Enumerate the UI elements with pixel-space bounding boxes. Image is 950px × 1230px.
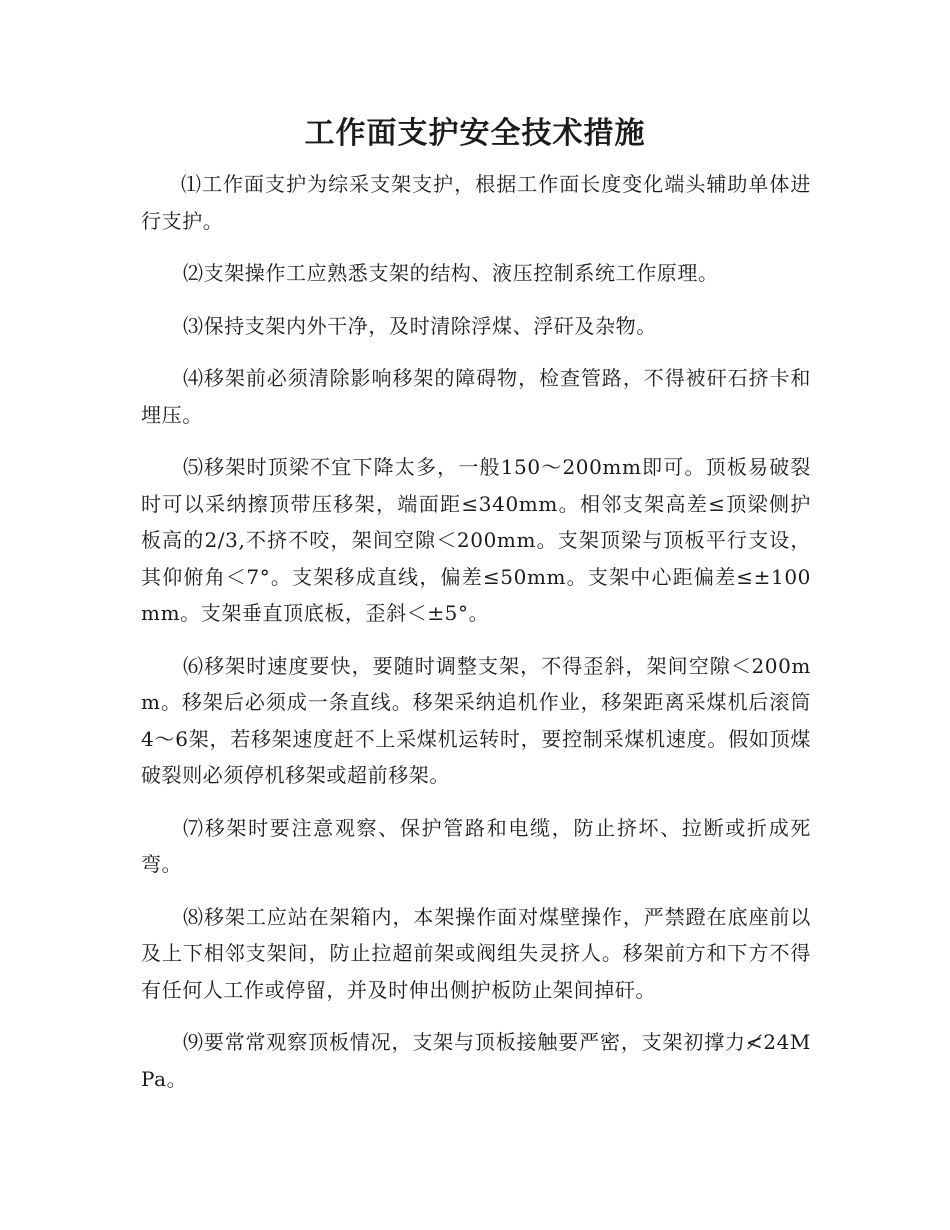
document-body [141, 166, 811, 1113]
document-title: 工作面支护安全技术措施 [304, 116, 646, 151]
paragraph-1: ⑴工作面支护为综采支架支护，根据工作面长度变化端头辅助单体进行支护。 [141, 172, 811, 233]
paragraph-8: ⑻移架工应站在架箱内，本架操作面对煤壁操作，严禁蹬在底座前以及上下相邻支架间，防止拉超前架或阀组失灵挤人。移架前方和下方不得有任何人工作或停留，并及时伸出侧护板防止架间掉矸。 [141, 904, 811, 1002]
paragraph-3: ⑶保持支架内外干净，及时清除浮煤、浮矸及杂物。 [183, 313, 657, 338]
paragraph-5: ⑸移架时顶梁不宜下降太多，一般150～200mm即可。顶板易破裂时可以采纳擦顶带压移架，端面距≤340mm。相邻支架高差≤顶梁侧护板高的2/3,不挤不咬，架间空隙＜200mm。支架顶梁与顶板平行支设，其仰俯角＜7°。支架移成直线，偏差≤50mm。支架中心距偏差≤±100mm。支架垂直顶底板，歪斜＜±5°。 [141, 455, 811, 625]
paragraph-9: ⑼要常常观察顶板情况，支架与顶板接触要严密，支架初撑力≮24MPa。 [141, 1030, 811, 1091]
paragraph-2: ⑵支架操作工应熟悉支架的结构、液压控制系统工作原理。 [183, 261, 719, 285]
paragraph-7: ⑺移架时要注意观察、保护管路和电缆，防止挤坏、拉断或折成死弯。 [141, 815, 811, 876]
paragraph-4: ⑷移架前必须清除影响移架的障碍物，检查管路，不得被矸石挤卡和埋压。 [141, 366, 811, 427]
paragraph-6: ⑹移架时速度要快，要随时调整支架，不得歪斜，架间空隙＜200mm。移架后必须成一条直线。移架采纳追机作业，移架距离采煤机后滚筒4～6架，若移架速度赶不上采煤机运转时，要控制采煤机速度。假如顶煤破裂则必须停机移架或超前移架。 [141, 653, 811, 787]
